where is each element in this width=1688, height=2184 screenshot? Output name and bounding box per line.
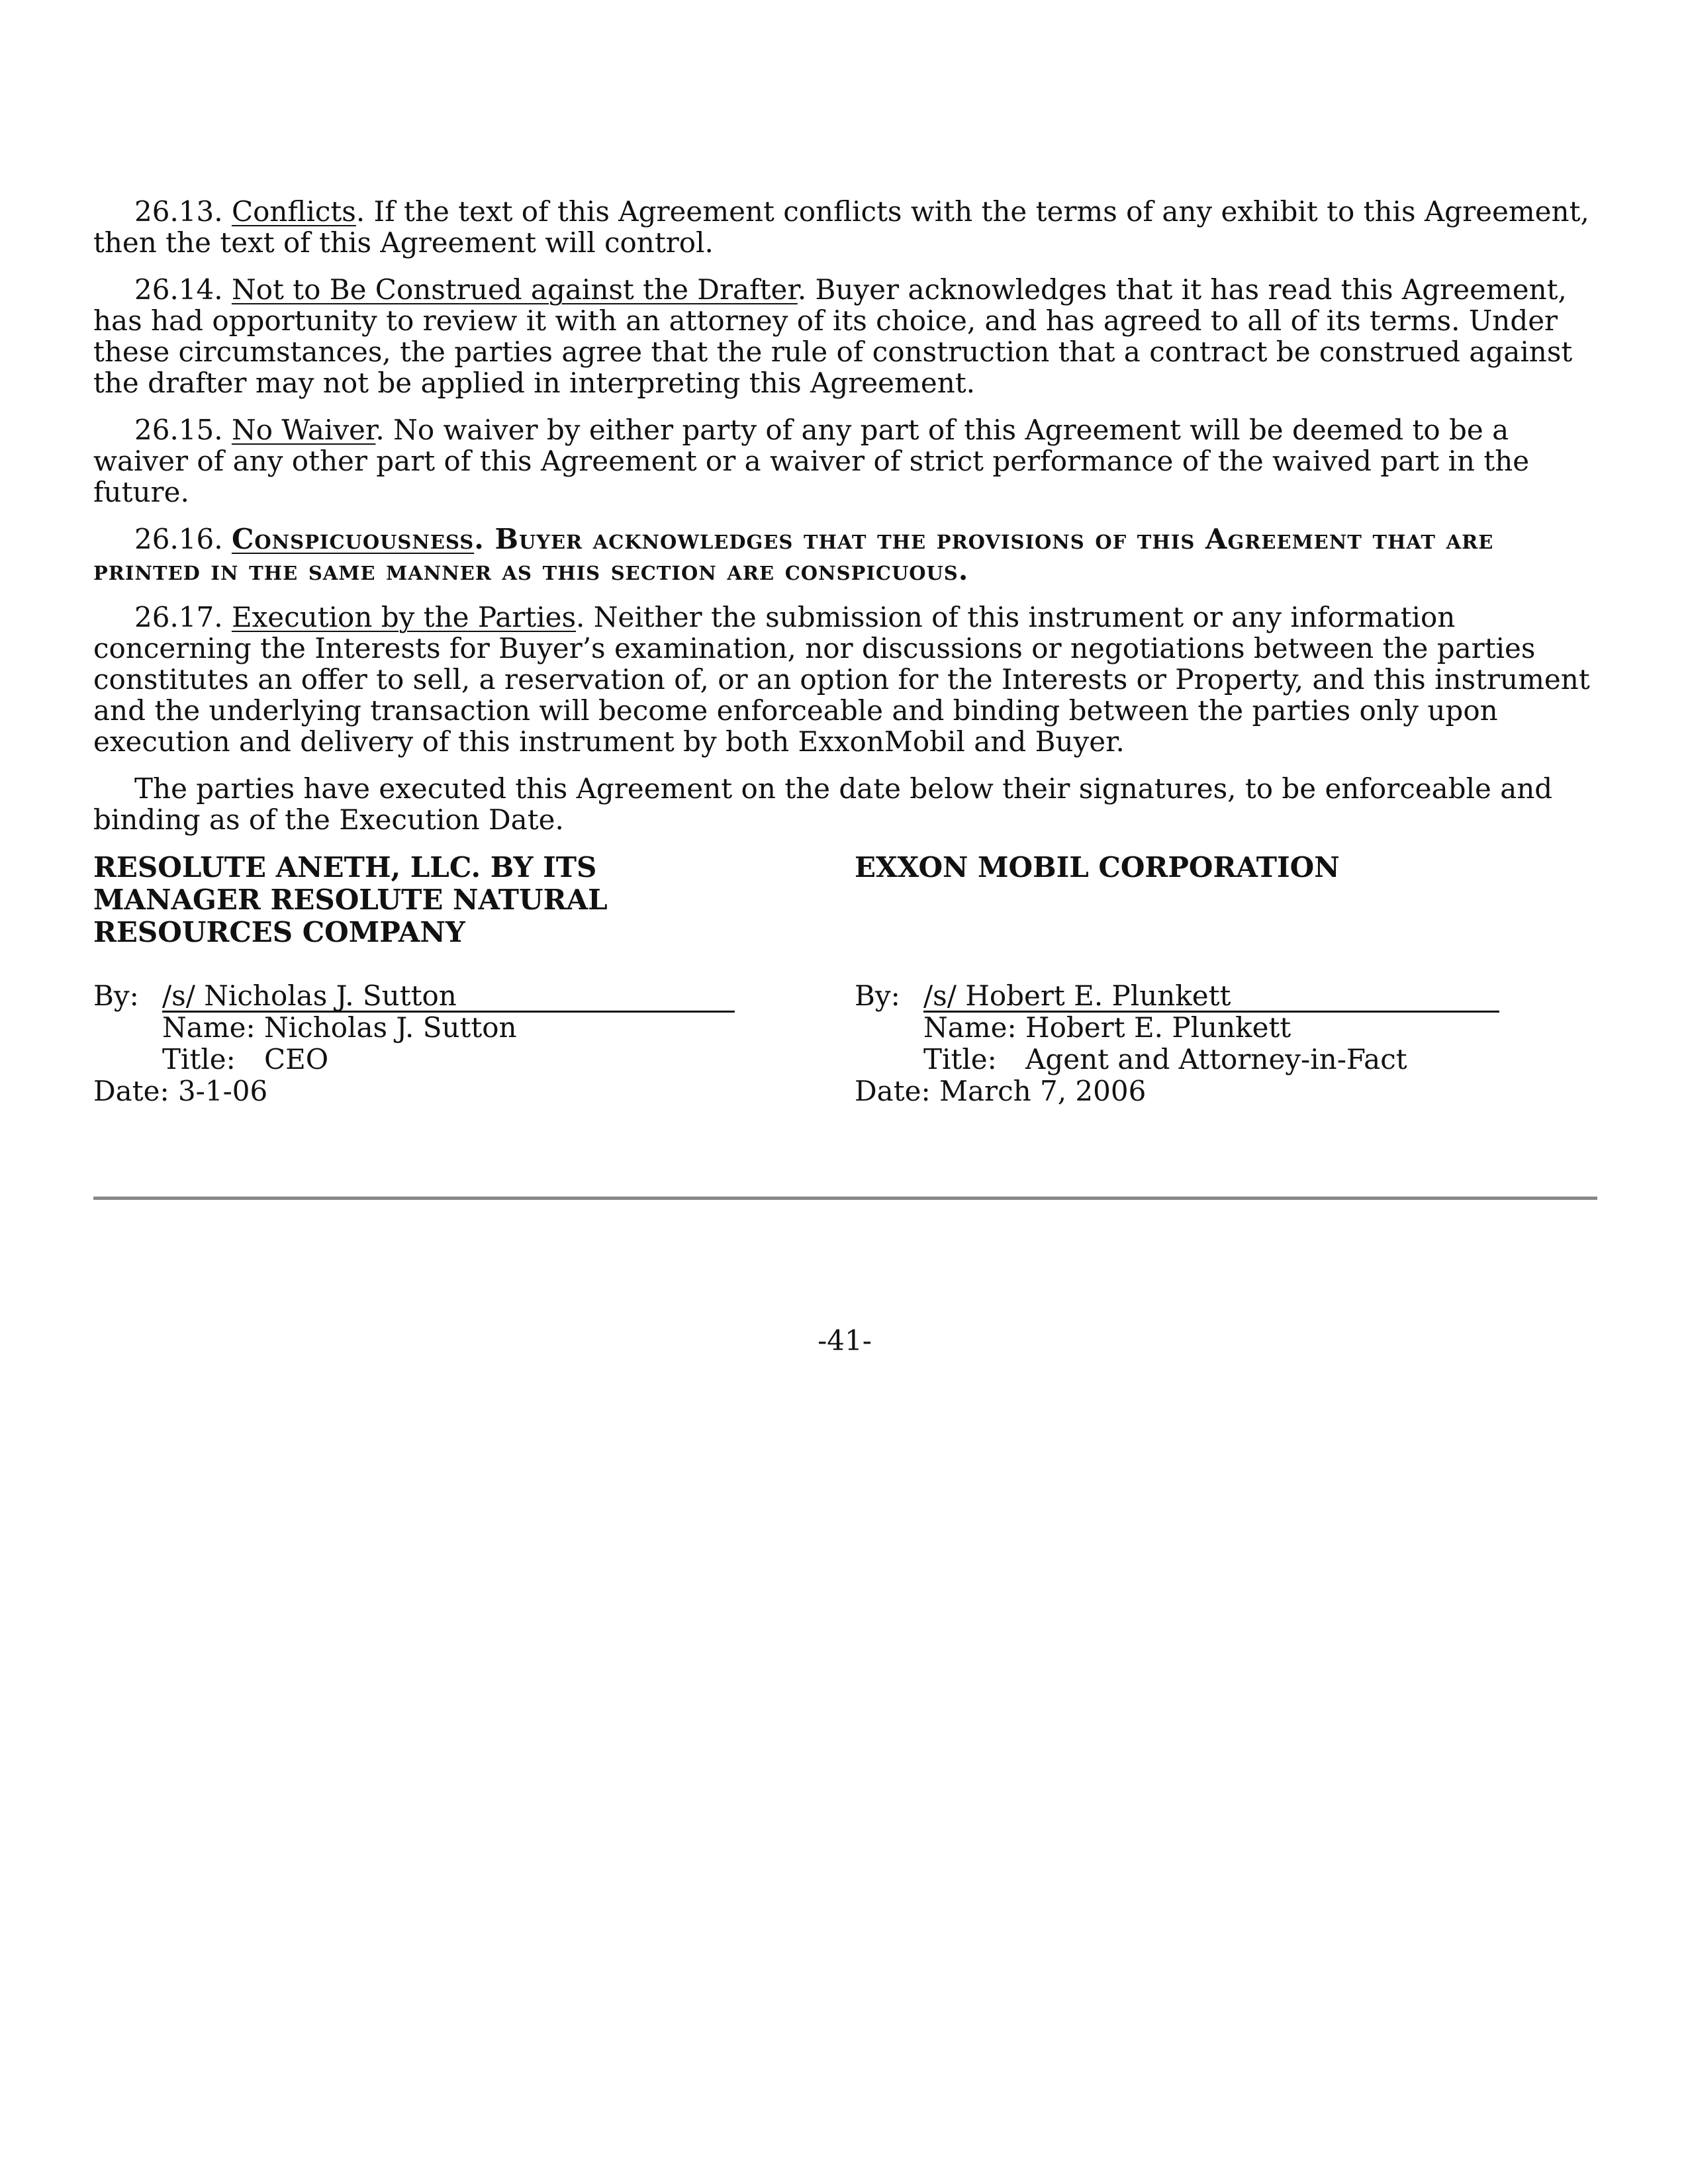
agreement-page <box>93 195 1596 1357</box>
page-number: -41- <box>818 1324 872 1357</box>
signature-date: Date: 3-1-06 <box>93 1075 268 1107</box>
signer-title: Agent and Attorney-in-Fact <box>1025 1043 1407 1075</box>
signer-name: Hobert E. Plunkett <box>1025 1011 1291 1044</box>
signature-right <box>855 851 1583 1107</box>
section-number: 26.14. <box>134 273 223 306</box>
signature-line: /s/ Hobert E. Plunkett <box>923 980 1499 1013</box>
page-divider <box>93 1197 1597 1200</box>
signature-left <box>93 851 755 1107</box>
section-26-17 <box>93 602 1596 757</box>
section-26-15 <box>93 414 1596 508</box>
section-26-14 <box>93 274 1596 398</box>
title-label: Title: <box>923 1043 997 1075</box>
party-name: EXXON MOBIL CORPORATION <box>855 851 1340 884</box>
section-heading: Not to Be Construed against the Drafter <box>231 273 798 306</box>
section-number: 26.16. <box>134 523 223 555</box>
section-body: . Buyer acknowledges that it has read this Agreement, has had opportunity to review it with an attorney of its choice, and has agreed to all of its terms. Under these circumstances, the parties agree that the rule of construction that a contract be construed against the drafter may not be applied in interpreting this Agreement. <box>93 273 1573 399</box>
title-row <box>93 1044 755 1075</box>
by-label: By: <box>93 979 139 1012</box>
title-row <box>855 1044 1583 1075</box>
name-row <box>855 1012 1583 1044</box>
section-number: 26.17. <box>134 601 223 633</box>
section-body: . Buyer acknowledges that the provisions of this Agreement that are printed in the same manner as this section are conspicuous. <box>93 523 1494 586</box>
party-name: RESOLUTE ANETH, LLC. BY ITS MANAGER RESOLUTE NATURAL RESOURCES COMPANY <box>93 851 608 948</box>
by-line <box>93 980 755 1012</box>
section-heading: No Waiver <box>231 414 376 446</box>
signature-date: Date: March 7, 2006 <box>855 1075 1147 1107</box>
section-26-13 <box>93 196 1596 258</box>
signer-name: Nicholas J. Sutton <box>264 1011 517 1044</box>
section-heading: Execution by the Parties <box>231 601 577 633</box>
section-heading: Conspicuousness <box>231 523 475 555</box>
section-26-16 <box>93 523 1596 586</box>
closing-paragraph: The parties have executed this Agreement on the date below their signatures, to be enforceable and binding as of the Execution Date. <box>93 772 1553 836</box>
section-heading: Conflicts <box>231 195 356 228</box>
section-number: 26.15. <box>134 414 223 446</box>
by-label: By: <box>855 979 900 1012</box>
by-line <box>855 980 1583 1012</box>
signer-title: CEO <box>264 1043 329 1075</box>
section-number: 26.13. <box>134 195 223 228</box>
section-body: . No waiver by either party of any part of this Agreement will be deemed to be a waiver of any other part of this Agreement or a waiver of strict performance of the waived part in the future. <box>93 414 1530 508</box>
signature-line: /s/ Nicholas J. Sutton <box>162 980 735 1013</box>
section-body: . If the text of this Agreement conflicts with the terms of any exhibit to this Agreement, then the text of this Agreement will control. <box>93 195 1589 259</box>
title-label: Title: <box>162 1043 236 1075</box>
name-label: Name: <box>162 1011 256 1044</box>
name-label: Name: <box>923 1011 1017 1044</box>
signature-block <box>93 851 1596 1136</box>
name-row <box>93 1012 755 1044</box>
section-body: . Neither the submission of this instrument or any information concerning the Interests for Buyer’s examination, nor discussions or negotiations between the parties constitutes an offer to sell, a reservation of, or an option for the Interests or Property, and this instrument and the underlying transaction will become enforceable and binding between the parties only upon execution and delivery of this instrument by both ExxonMobil and Buyer. <box>93 601 1590 758</box>
